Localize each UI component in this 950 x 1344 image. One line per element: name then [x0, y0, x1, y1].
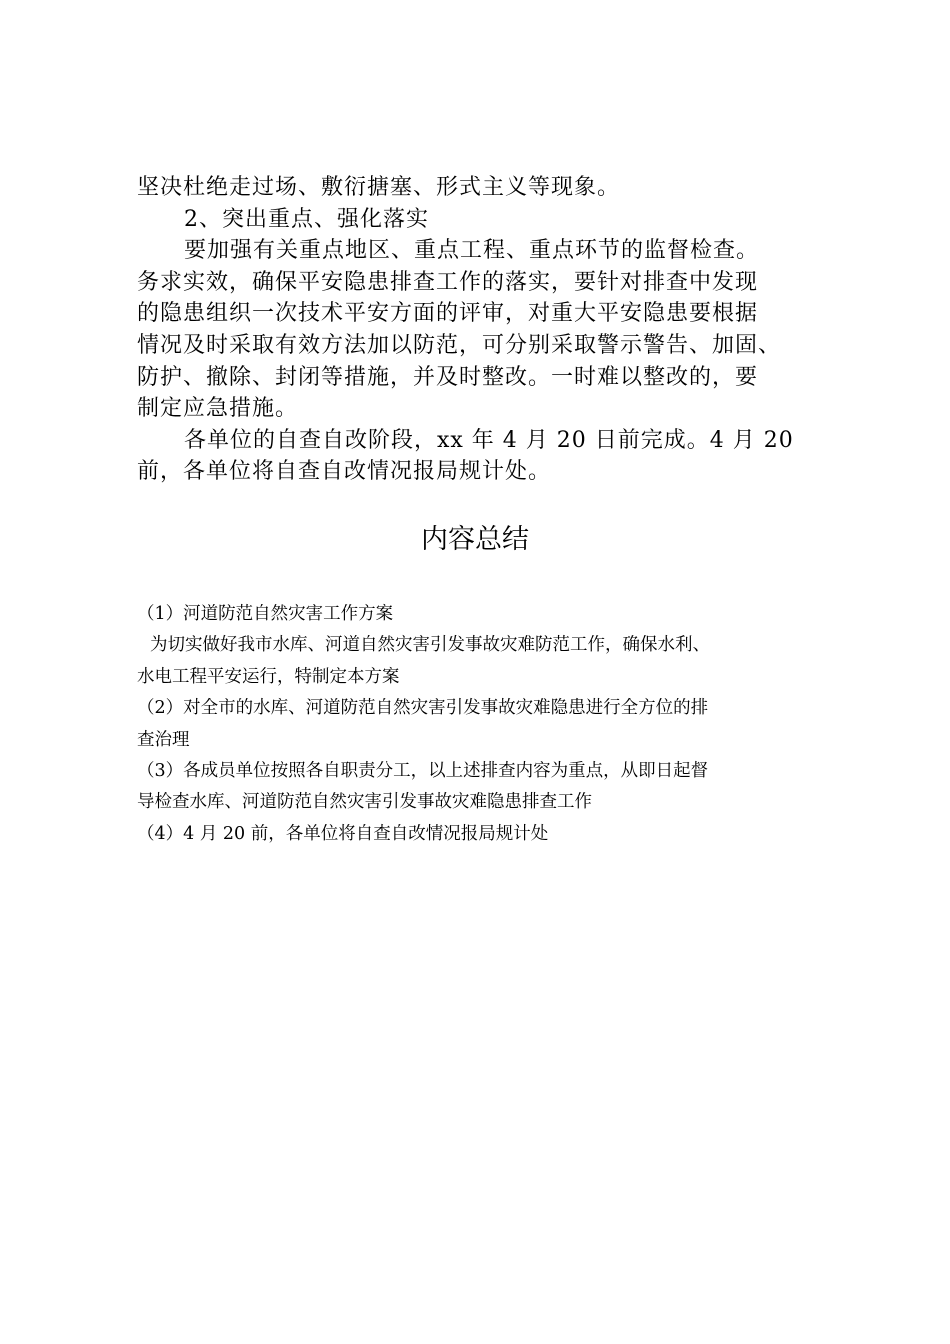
body-line: 防护、撤除、封闭等措施，并及时整改。一时难以整改的，要 — [137, 364, 759, 390]
body-line: 各单位的自查自改阶段，xx 年 4 月 20 日前完成。4 月 20 — [184, 427, 794, 453]
summary-line: （3）各成员单位按照各自职责分工，以上述排查内容为重点，从即日起督 — [137, 761, 709, 782]
body-line: 务求实效，确保平安隐患排查工作的落实，要针对排查中发现 — [137, 269, 759, 295]
section-heading: 2、突出重点、强化落实 — [184, 206, 429, 232]
body-line: 情况及时采取有效方法加以防范，可分别采取警示警告、加固、 — [137, 332, 782, 358]
body-line: 制定应急措施。 — [137, 396, 299, 422]
body-line: 要加强有关重点地区、重点工程、重点环节的监督检查。 — [184, 238, 760, 264]
summary-line: （1）河道防范自然灾害工作方案 — [137, 604, 394, 624]
summary-title: 内容总结 — [421, 524, 529, 555]
summary-list — [137, 599, 827, 850]
summary-line: （2）对全市的水库、河道防范自然灾害引发事故灾难隐患进行全方位的排 — [137, 698, 709, 719]
body-line: 坚决杜绝走过场、敷衍搪塞、形式主义等现象。 — [137, 175, 621, 200]
summary-line: （4）4 月 20 前，各单位将自查自改情况报局规计处 — [137, 823, 549, 844]
body-text — [137, 172, 837, 488]
summary-line: 查治理 — [137, 729, 190, 750]
body-line: 前，各单位将自查自改情况报局规计处。 — [137, 459, 552, 485]
summary-line: 为切实做好我市水库、河道自然灾害引发事故灾难防范工作，确保水利、 — [150, 635, 710, 656]
summary-line: 导检查水库、河道防范自然灾害引发事故灾难隐患排查工作 — [137, 792, 592, 813]
body-line: 的隐患组织一次技术平安方面的评审，对重大平安隐患要根据 — [137, 301, 759, 327]
summary-line: 水电工程平安运行，特制定本方案 — [137, 666, 400, 687]
